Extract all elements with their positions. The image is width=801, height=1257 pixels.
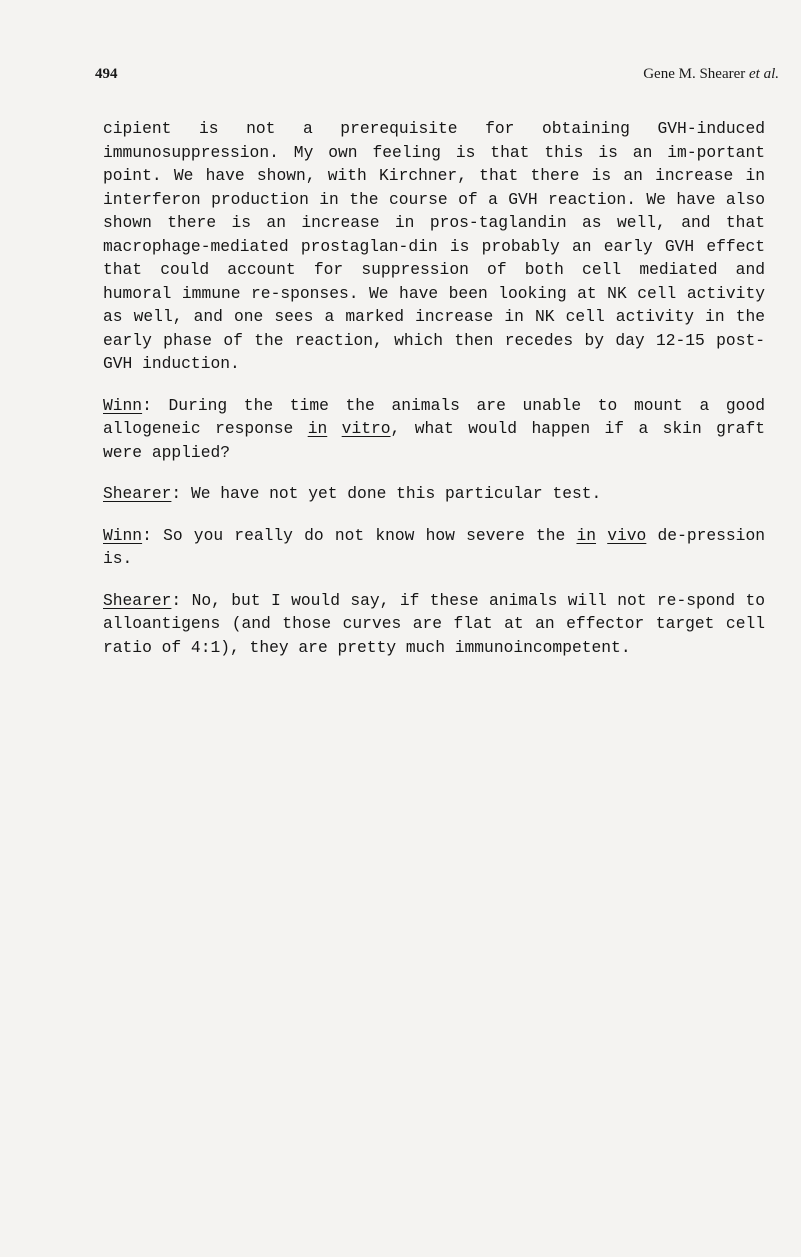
- author-name: Gene M. Shearer: [643, 66, 746, 82]
- paragraph-winn-question: [103, 394, 765, 465]
- running-head: [95, 66, 779, 83]
- page-number: 494: [95, 66, 118, 82]
- underlined-term: vitro: [341, 419, 391, 438]
- paragraph-text: During the time the animals are unable to mount a good allogeneic response: [103, 395, 765, 438]
- paragraph-text: So you really do not know how severe the: [151, 525, 577, 545]
- body-text: [103, 117, 765, 677]
- space: [596, 526, 607, 545]
- underlined-term: in: [307, 419, 328, 438]
- paragraph-continuation: cipient is not a prerequisite for obtaining GVH-induced immunosuppression. My own feeling is that this is an im-portant point. We have shown, with Kirchner, that there is an increase in interferon production in the course of a GVH reaction. We have also shown there is an increase in pros-taglandin as well, and that macrophage-mediated prostaglan-din is probably an early GVH effect that could account for suppression of both cell mediated and humoral immune re-sponses. We have been looking at NK cell activity as well, and one sees a marked increase in NK cell activity in the early phase of the reaction, which then recedes by day 12-15 post-GVH induction.: [103, 119, 765, 373]
- speaker-colon: :: [171, 590, 182, 610]
- speaker-name: Winn: [103, 525, 143, 545]
- underlined-term: in: [576, 525, 597, 545]
- paragraph-text: , what would happen if a skin graft were applied?: [103, 419, 765, 462]
- speaker-name: Winn: [103, 395, 143, 415]
- speaker-name: Shearer: [103, 590, 172, 610]
- paragraph-shearer-reply: [103, 482, 765, 506]
- paragraph-text: No, but I would say, if these animals will not re-spond to alloantigens (and those curves are flat at an effector target cell ratio of 4:1), they are pretty much immunoincompetent.: [103, 590, 765, 657]
- speaker-colon: :: [171, 484, 182, 503]
- speaker-name: Shearer: [103, 484, 172, 503]
- space: [327, 419, 341, 438]
- paragraph-winn-followup: [103, 524, 765, 571]
- paragraph-text: de-pression is.: [103, 525, 765, 568]
- running-head-author: [643, 66, 779, 83]
- paragraph-shearer-answer: [103, 589, 765, 660]
- author-suffix: et al.: [749, 66, 779, 82]
- paragraph-text: We have not yet done this particular test.: [181, 484, 602, 503]
- speaker-colon: :: [142, 395, 152, 415]
- underlined-term: vivo: [607, 525, 647, 545]
- speaker-colon: :: [142, 525, 152, 545]
